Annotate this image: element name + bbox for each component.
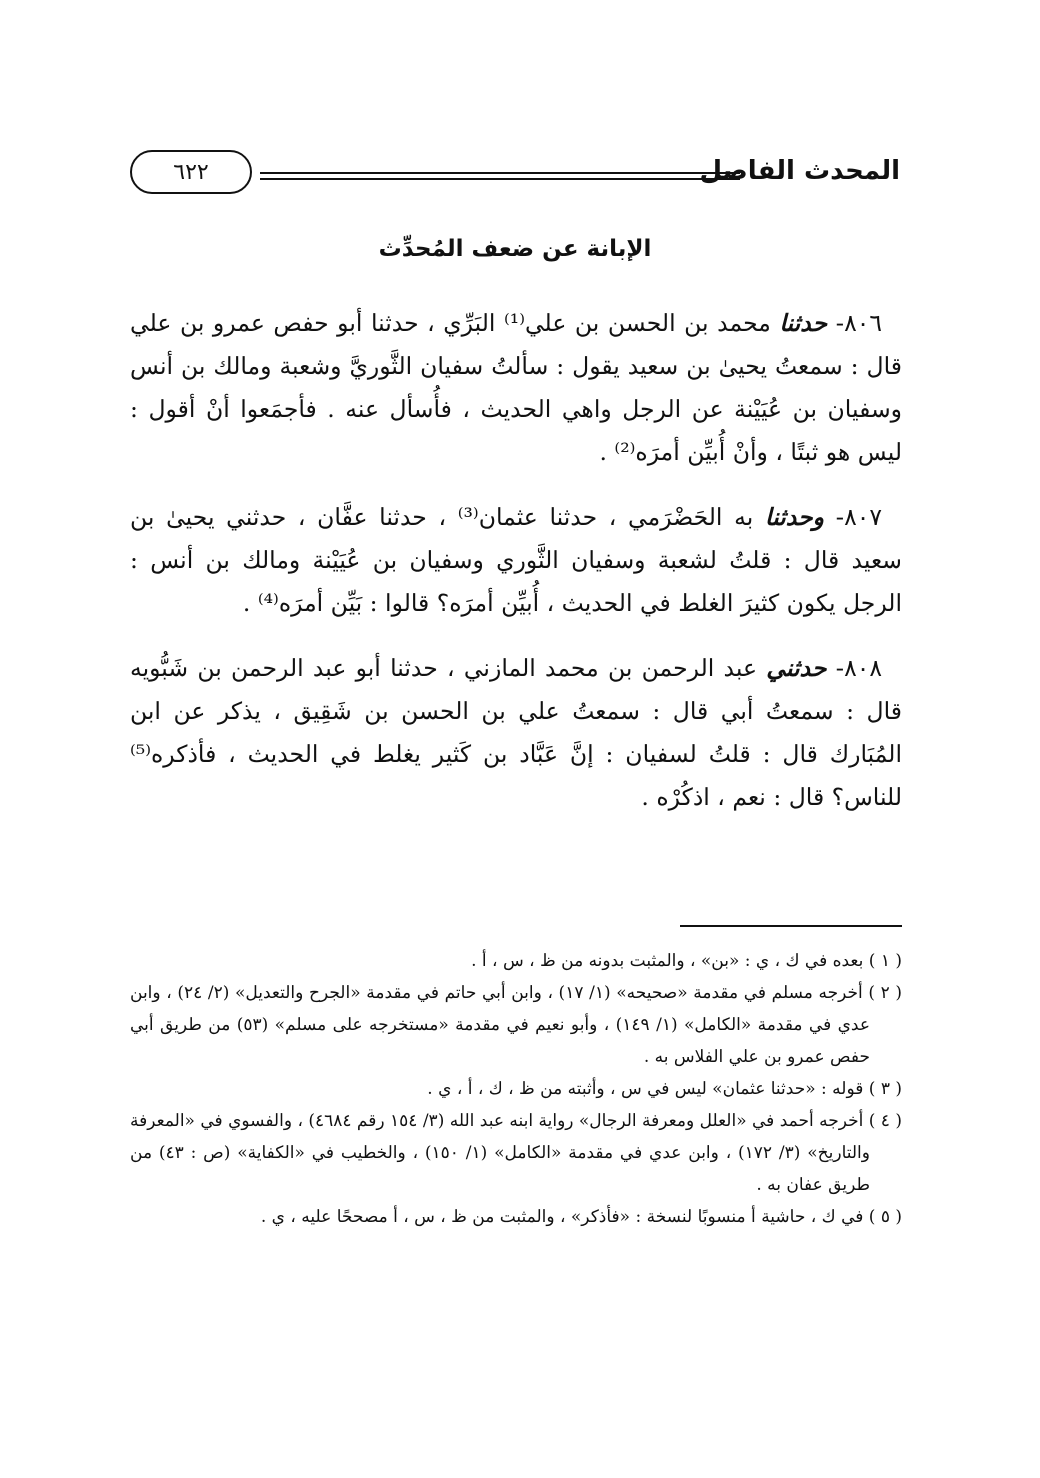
section-title: الإبانة عن ضعف المُحدِّث (378, 236, 652, 262)
hadith-number: ٨٠٨- (835, 654, 882, 682)
book-title: المحدث الفاصل (699, 156, 900, 186)
hadith-text: به الحَضْرَمي ، حدثنا عثمان⁽³⁾ ، حدثنا عفَّان ، حدثني يحيىٰ بن سعيد قال : قلتُ لشعبة وسفيان الثَّوري وسفيان بن عُيَيْنة ومالك بن أنس : الرجل يكون كثيرَ الغلط في الحديث ، أُبيِّن أمرَه؟ قالوا : بَيِّن أمرَه⁽⁴⁾ . (130, 503, 902, 617)
footnote-3: ( ٣ ) قوله : «حدثنا عثمان» ليس في س ، وأثبته من ظ ، ك ، أ ، ي . (427, 1079, 902, 1099)
body-text (130, 302, 902, 841)
hadith-keyword: حدثني (766, 654, 827, 682)
footnote-2: ( ٢ ) أخرجه مسلم في مقدمة «صحيحه» (١/ ١٧) ، وابن أبي حاتم في مقدمة «الجرح والتعديل» (٢/ ٢٤) ، وابن عدي في مقدمة «الكامل» (١/ ١٤٩) ، وأبو نعيم في مقدمة «مستخرجه على مسلم» (٥٣) من طريق أبي حفص عمرو بن علي الفلاس به . (130, 983, 902, 1067)
page-number: ٦٢٢ (173, 159, 209, 185)
hadith-paragraph-807 (130, 496, 902, 625)
hadith-paragraph-808 (130, 647, 902, 819)
hadith-text: عبد الرحمن بن محمد المازني ، حدثنا أبو عبد الرحمن بن شَبُّويه قال : سمعتُ أبي قال : سمعتُ علي بن الحسن بن شَقِيق ، يذكر عن ابن المُبَارك قال : قلتُ لسفيان : إنَّ عَبَّاد بن كَثير يغلط في الحديث ، فأذكره⁽⁵⁾ للناس؟ قال : نعم ، اذكُرْه . (130, 654, 902, 811)
hadith-number: ٨٠٧- (835, 503, 882, 531)
hadith-paragraph-806 (130, 302, 902, 474)
footnote-5: ( ٥ ) في ك ، حاشية أ منسوبًا لنسخة : «فأذكر» ، والمثبت من ظ ، س ، أ مصححًا عليه ، ي . (260, 1207, 902, 1227)
footnotes (130, 945, 902, 1233)
footnote-separator (680, 925, 902, 927)
hadith-keyword: حدثنا (779, 309, 828, 337)
hadith-number: ٨٠٦- (835, 309, 882, 337)
hadith-text: محمد بن الحسن بن علي⁽¹⁾ البَرِّي ، حدثنا أبو حفص عمرو بن علي قال : سمعتُ يحيىٰ بن سعيد يقول : سألتُ سفيان الثَّوريَّ وشعبة ومالك بن أنس وسفيان بن عُيَيْنة عن الرجل واهي الحديث ، فأُسأل عنه . فأجمَعوا أنْ أقول : ليس هو ثبتًا ، وأنْ أُبيِّن أمرَه⁽²⁾ . (130, 309, 902, 466)
page-number-badge (130, 150, 252, 194)
hadith-keyword: وحدثنا (764, 503, 824, 531)
footnote-4: ( ٤ ) أخرجه أحمد في «العلل ومعرفة الرجال» رواية ابنه عبد الله (٣/ ١٥٤ رقم ٤٦٨٤) ، والفسوي في «المعرفة والتاريخ» (٣/ ١٧٢) ، وابن عدي في مقدمة «الكامل» (١/ ١٥٠) ، والخطيب في «الكفاية» (ص : ٤٣) من طريق عفان به . (130, 1111, 902, 1195)
footnote-1: ( ١ ) بعده في ك ، ي : «بن» ، والمثبت بدونه من ظ ، س ، أ . (471, 951, 902, 971)
page-header (130, 150, 900, 206)
header-double-rule (260, 172, 740, 180)
